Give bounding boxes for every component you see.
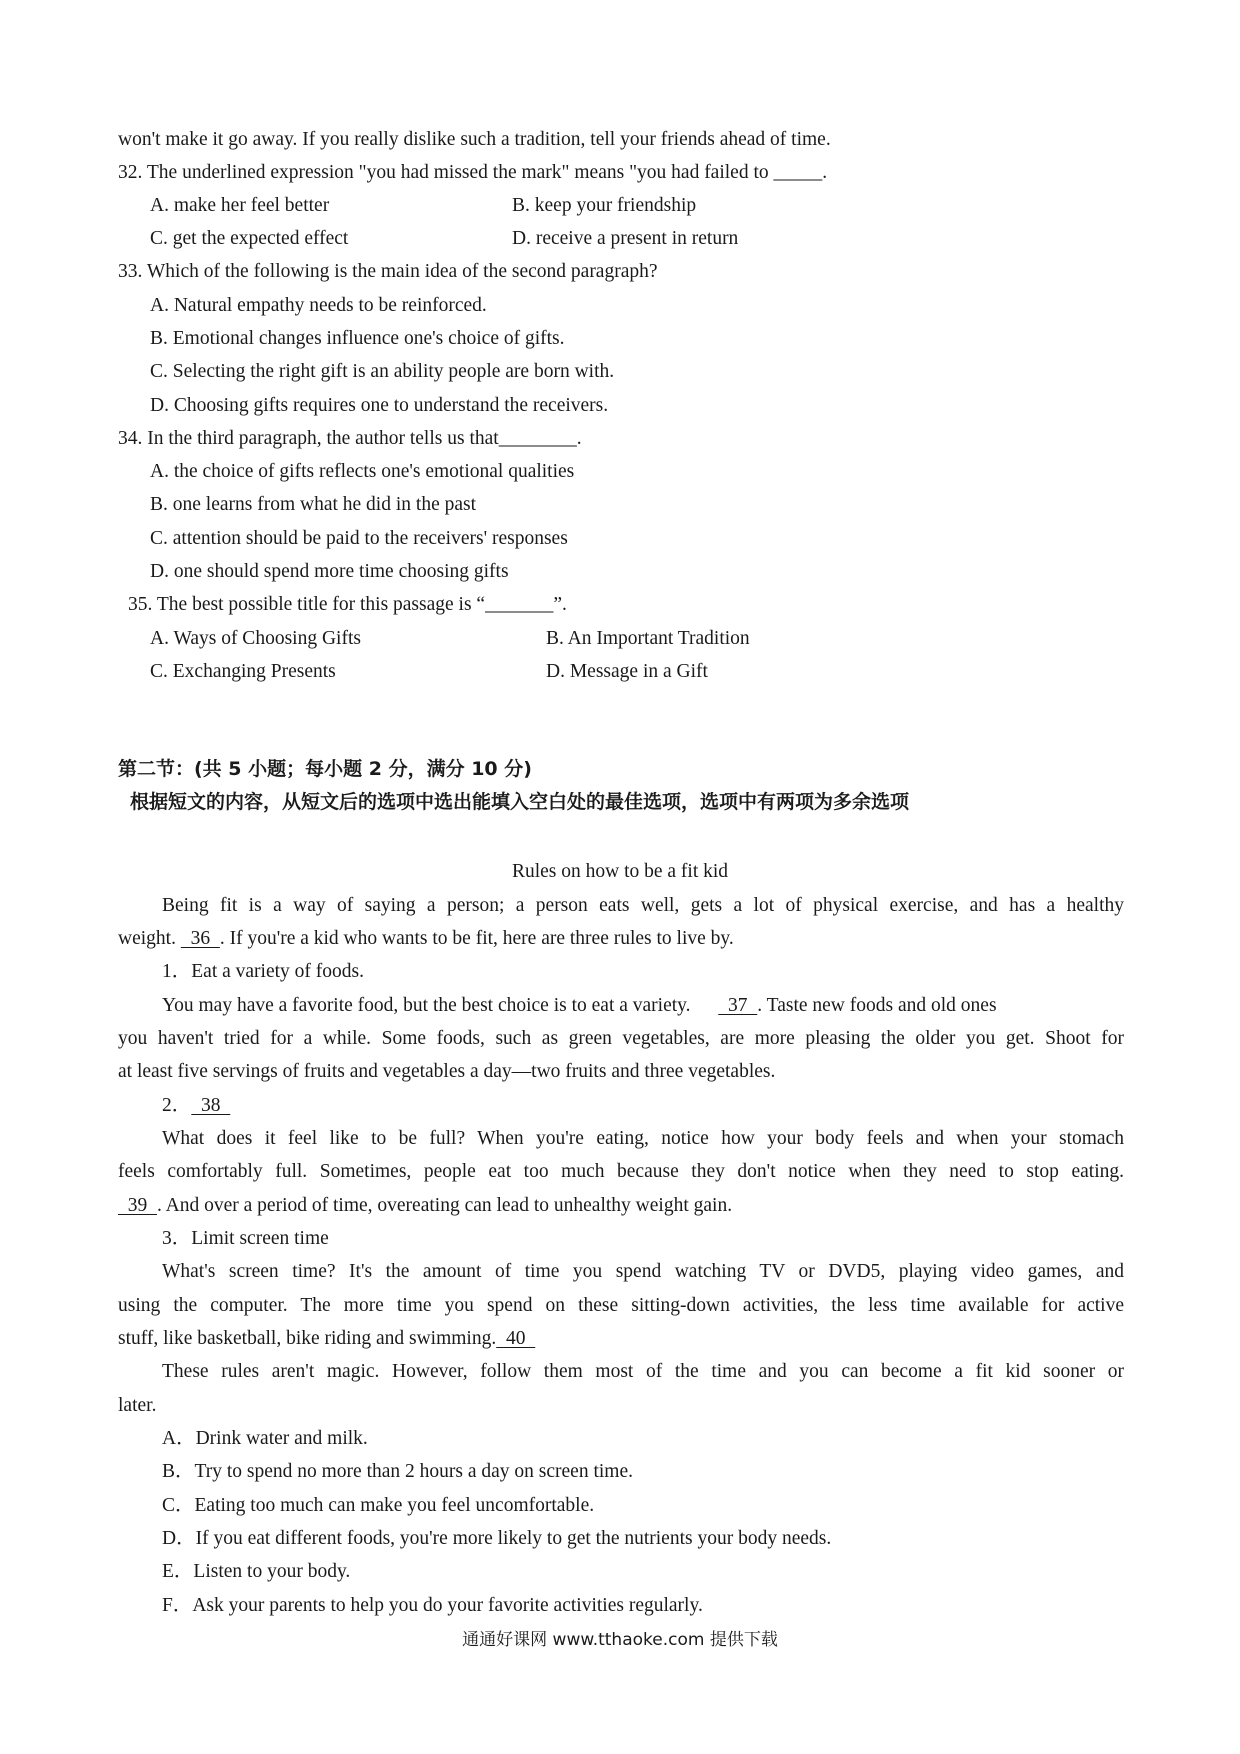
paragraph-text: stuff, like basketball, bike riding and swimming. bbox=[118, 1328, 497, 1349]
blank-37: 37 bbox=[718, 995, 758, 1016]
q33-option-d: D. Choosing gifts requires one to understand the receivers. bbox=[150, 395, 609, 416]
paragraph-text: . If you're a kid who wants to be fit, here are three rules to live by. bbox=[219, 928, 734, 949]
passage-continuation: won't make it go away. If you really dislike such a tradition, tell your friends ahead of time. bbox=[118, 129, 831, 150]
blank-40: 40 bbox=[496, 1328, 536, 1349]
q35-option-a: A. Ways of Choosing Gifts bbox=[150, 628, 361, 649]
blank-38: 38 bbox=[191, 1095, 231, 1116]
rule-2-number: 2． bbox=[162, 1095, 192, 1116]
q33-option-c: C. Selecting the right gift is an ability people are born with. bbox=[150, 361, 615, 382]
q34-option-a: A. the choice of gifts reflects one's emotional qualities bbox=[150, 461, 575, 482]
passage-title: Rules on how to be a fit kid bbox=[511, 861, 729, 882]
blank-39: 39 bbox=[118, 1195, 157, 1216]
question-32-stem: 32. The underlined expression "you had missed the mark" means "you had failed to _____. bbox=[118, 162, 828, 183]
section-instruction: 根据短文的内容，从短文后的选项中选出能填入空白处的最佳选项，选项中有两项为多余选项 bbox=[130, 791, 910, 813]
paragraph-4-line-3 bbox=[118, 1329, 535, 1349]
paragraph-text: . And over a period of time, overeating can lead to unhealthy weight gain. bbox=[157, 1195, 733, 1216]
page-footer: 通通好课网 www.tthaoke.com 提供下载 bbox=[462, 1630, 778, 1650]
q33-option-a: A. Natural empathy needs to be reinforced. bbox=[150, 295, 487, 316]
paragraph-5-line-2: later. bbox=[118, 1395, 157, 1416]
paragraph-1-line-2 bbox=[118, 929, 734, 949]
question-33-stem: 33. Which of the following is the main idea of the second paragraph? bbox=[118, 261, 658, 282]
paragraph-3-line-1: What does it feel like to be full? When you're eating, notice how your body feels and when your stomach bbox=[162, 1128, 1124, 1149]
option-f: F．Ask your parents to help you do your favorite activities regularly. bbox=[162, 1595, 703, 1616]
q32-option-d: D. receive a present in return bbox=[512, 228, 739, 249]
q35-option-b: B. An Important Tradition bbox=[546, 628, 750, 649]
q35-option-d: D. Message in a Gift bbox=[546, 661, 708, 682]
paragraph-text: weight. bbox=[118, 928, 176, 949]
paragraph-4-line-2: using the computer. The more time you spend on these sitting-down activities, the less time available for active bbox=[118, 1295, 1124, 1316]
paragraph-3-line-2: feels comfortably full. Sometimes, people eat too much because they don't notice when they need to stop eating. bbox=[118, 1161, 1124, 1182]
paragraph-3-line-3 bbox=[118, 1196, 732, 1216]
paragraph-2-line-3: at least five servings of fruits and vegetables a day—two fruits and three vegetables. bbox=[118, 1061, 776, 1082]
paragraph-1-line-1: Being fit is a way of saying a person; a person eats well, gets a lot of physical exercise, and has a healthy bbox=[162, 895, 1124, 916]
paragraph-2-line-2: you haven't tried for a while. Some foods, such as green vegetables, are more pleasing the older you get. Shoot for bbox=[118, 1028, 1124, 1049]
question-35-stem: 35. The best possible title for this passage is “_______”. bbox=[128, 594, 567, 615]
q32-option-c: C. get the expected effect bbox=[150, 228, 349, 249]
q34-option-d: D. one should spend more time choosing gifts bbox=[150, 561, 509, 582]
paragraph-text: You may have a favorite food, but the best choice is to eat a variety. bbox=[162, 995, 691, 1016]
q33-option-b: B. Emotional changes influence one's choice of gifts. bbox=[150, 328, 565, 349]
question-34-stem: 34. In the third paragraph, the author tells us that________. bbox=[118, 428, 582, 449]
rule-2-heading bbox=[162, 1096, 230, 1116]
section-heading: 第二节：(共 5 小题；每小题 2 分，满分 10 分) bbox=[118, 758, 532, 780]
option-a: A．Drink water and milk. bbox=[162, 1428, 368, 1449]
option-e: E．Listen to your body. bbox=[162, 1561, 351, 1582]
q32-option-b: B. keep your friendship bbox=[512, 195, 697, 216]
option-c: C．Eating too much can make you feel uncomfortable. bbox=[162, 1495, 595, 1516]
paragraph-5-line-1: These rules aren't magic. However, follow them most of the time and you can become a fit kid sooner or bbox=[162, 1361, 1124, 1382]
q35-option-c: C. Exchanging Presents bbox=[150, 661, 336, 682]
option-d: D．If you eat different foods, you're more likely to get the nutrients your body needs. bbox=[162, 1528, 832, 1549]
rule-1-heading: 1．Eat a variety of foods. bbox=[162, 961, 364, 982]
rule-3-heading: 3．Limit screen time bbox=[162, 1228, 329, 1249]
paragraph-4-line-1: What's screen time? It's the amount of time you spend watching TV or DVD5, playing video games, and bbox=[162, 1261, 1124, 1282]
blank-36: 36 bbox=[180, 928, 220, 949]
q34-option-b: B. one learns from what he did in the past bbox=[150, 494, 477, 515]
paragraph-2-line-1 bbox=[162, 996, 1124, 1016]
q32-option-a: A. make her feel better bbox=[150, 195, 330, 216]
paragraph-text: . Taste new foods and old ones bbox=[757, 995, 997, 1016]
q34-option-c: C. attention should be paid to the receivers' responses bbox=[150, 528, 568, 549]
option-b: B．Try to spend no more than 2 hours a day on screen time. bbox=[162, 1461, 633, 1482]
